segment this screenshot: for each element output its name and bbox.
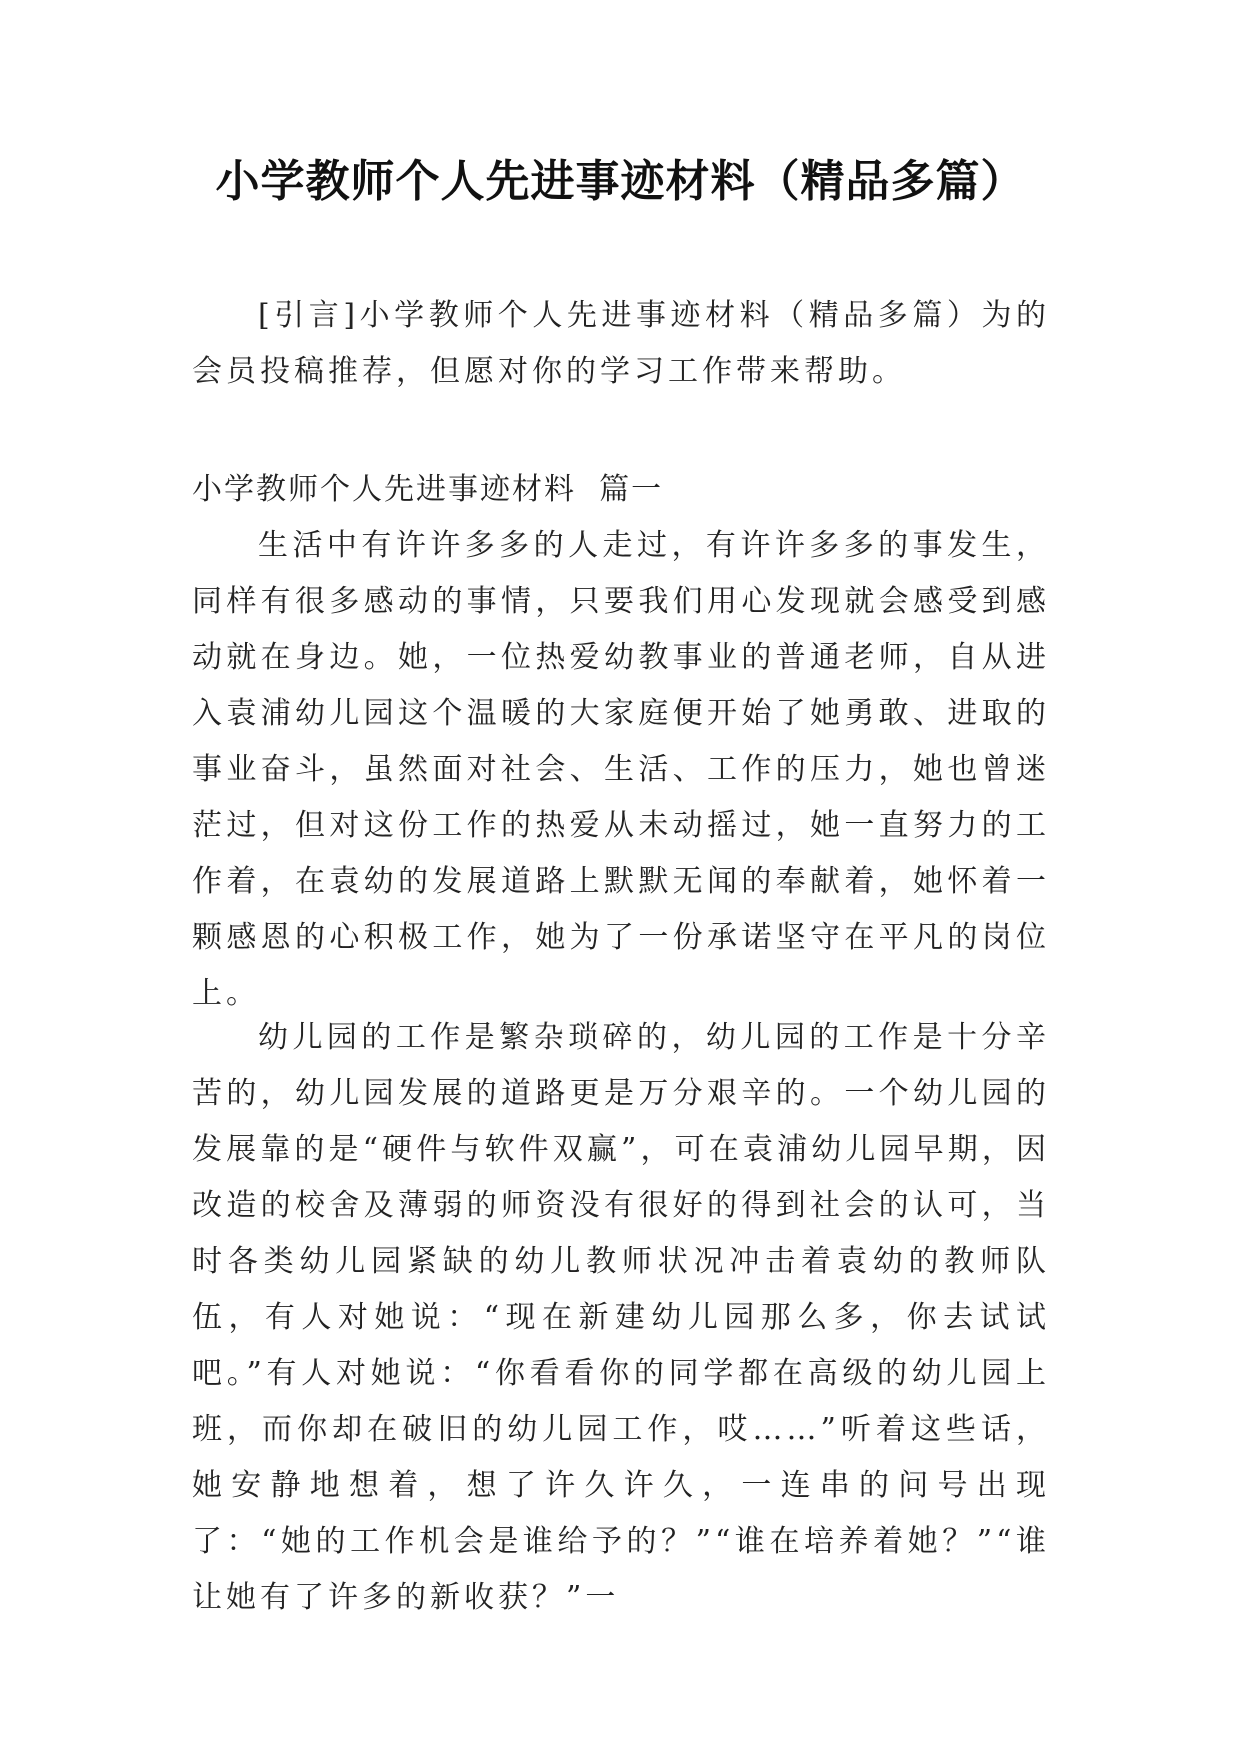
document-title: 小学教师个人先进事迹材料（精品多篇） [215,156,1026,207]
section-heading: 小学教师个人先进事迹材料 篇一 [192,472,664,507]
body-paragraph: 生活中有许许多多的人走过，有许许多多的事发生，同样有很多感动的事情，只要我们用心发现就会感受到感动就在身边。她，一位热爱幼教事业的普通老师，自从进入袁浦幼儿园这个温暖的大家庭便开始了她勇敢、进取的事业奋斗，虽然面对社会、生活、工作的压力，她也曾迷茫过，但对这份工作的热爱从未动摇过，她一直努力的工作着，在袁幼的发展道路上默默无闻的奉献着，她怀着一颗感恩的心积极工作，她为了一份承诺坚守在平凡的岗位上。 [192,528,1050,1011]
intro-paragraph: [引言]小学教师个人先进事迹材料（精品多篇）为的会员投稿推荐，但愿对你的学习工作带来帮助。 [192,298,1050,389]
body-paragraph: 幼儿园的工作是繁杂琐碎的，幼儿园的工作是十分辛苦的，幼儿园发展的道路更是万分艰辛的。一个幼儿园的发展靠的是“硬件与软件双赢”，可在袁浦幼儿园早期，因改造的校舍及薄弱的师资没有很好的得到社会的认可，当时各类幼儿园紧缺的幼儿教师状况冲击着袁幼的教师队伍，有人对她说：“现在新建幼儿园那么多，你去试试吧。”有人对她说：“你看看你的同学都在高级的幼儿园上班，而你却在破旧的幼儿园工作，哎……”听着这些话，她安静地想着，想了许久许久，一连串的问号出现了：“她的工作机会是谁给予的？”“谁在培养着她？”“谁让她有了许多的新收获？”一 [192,1020,1050,1615]
